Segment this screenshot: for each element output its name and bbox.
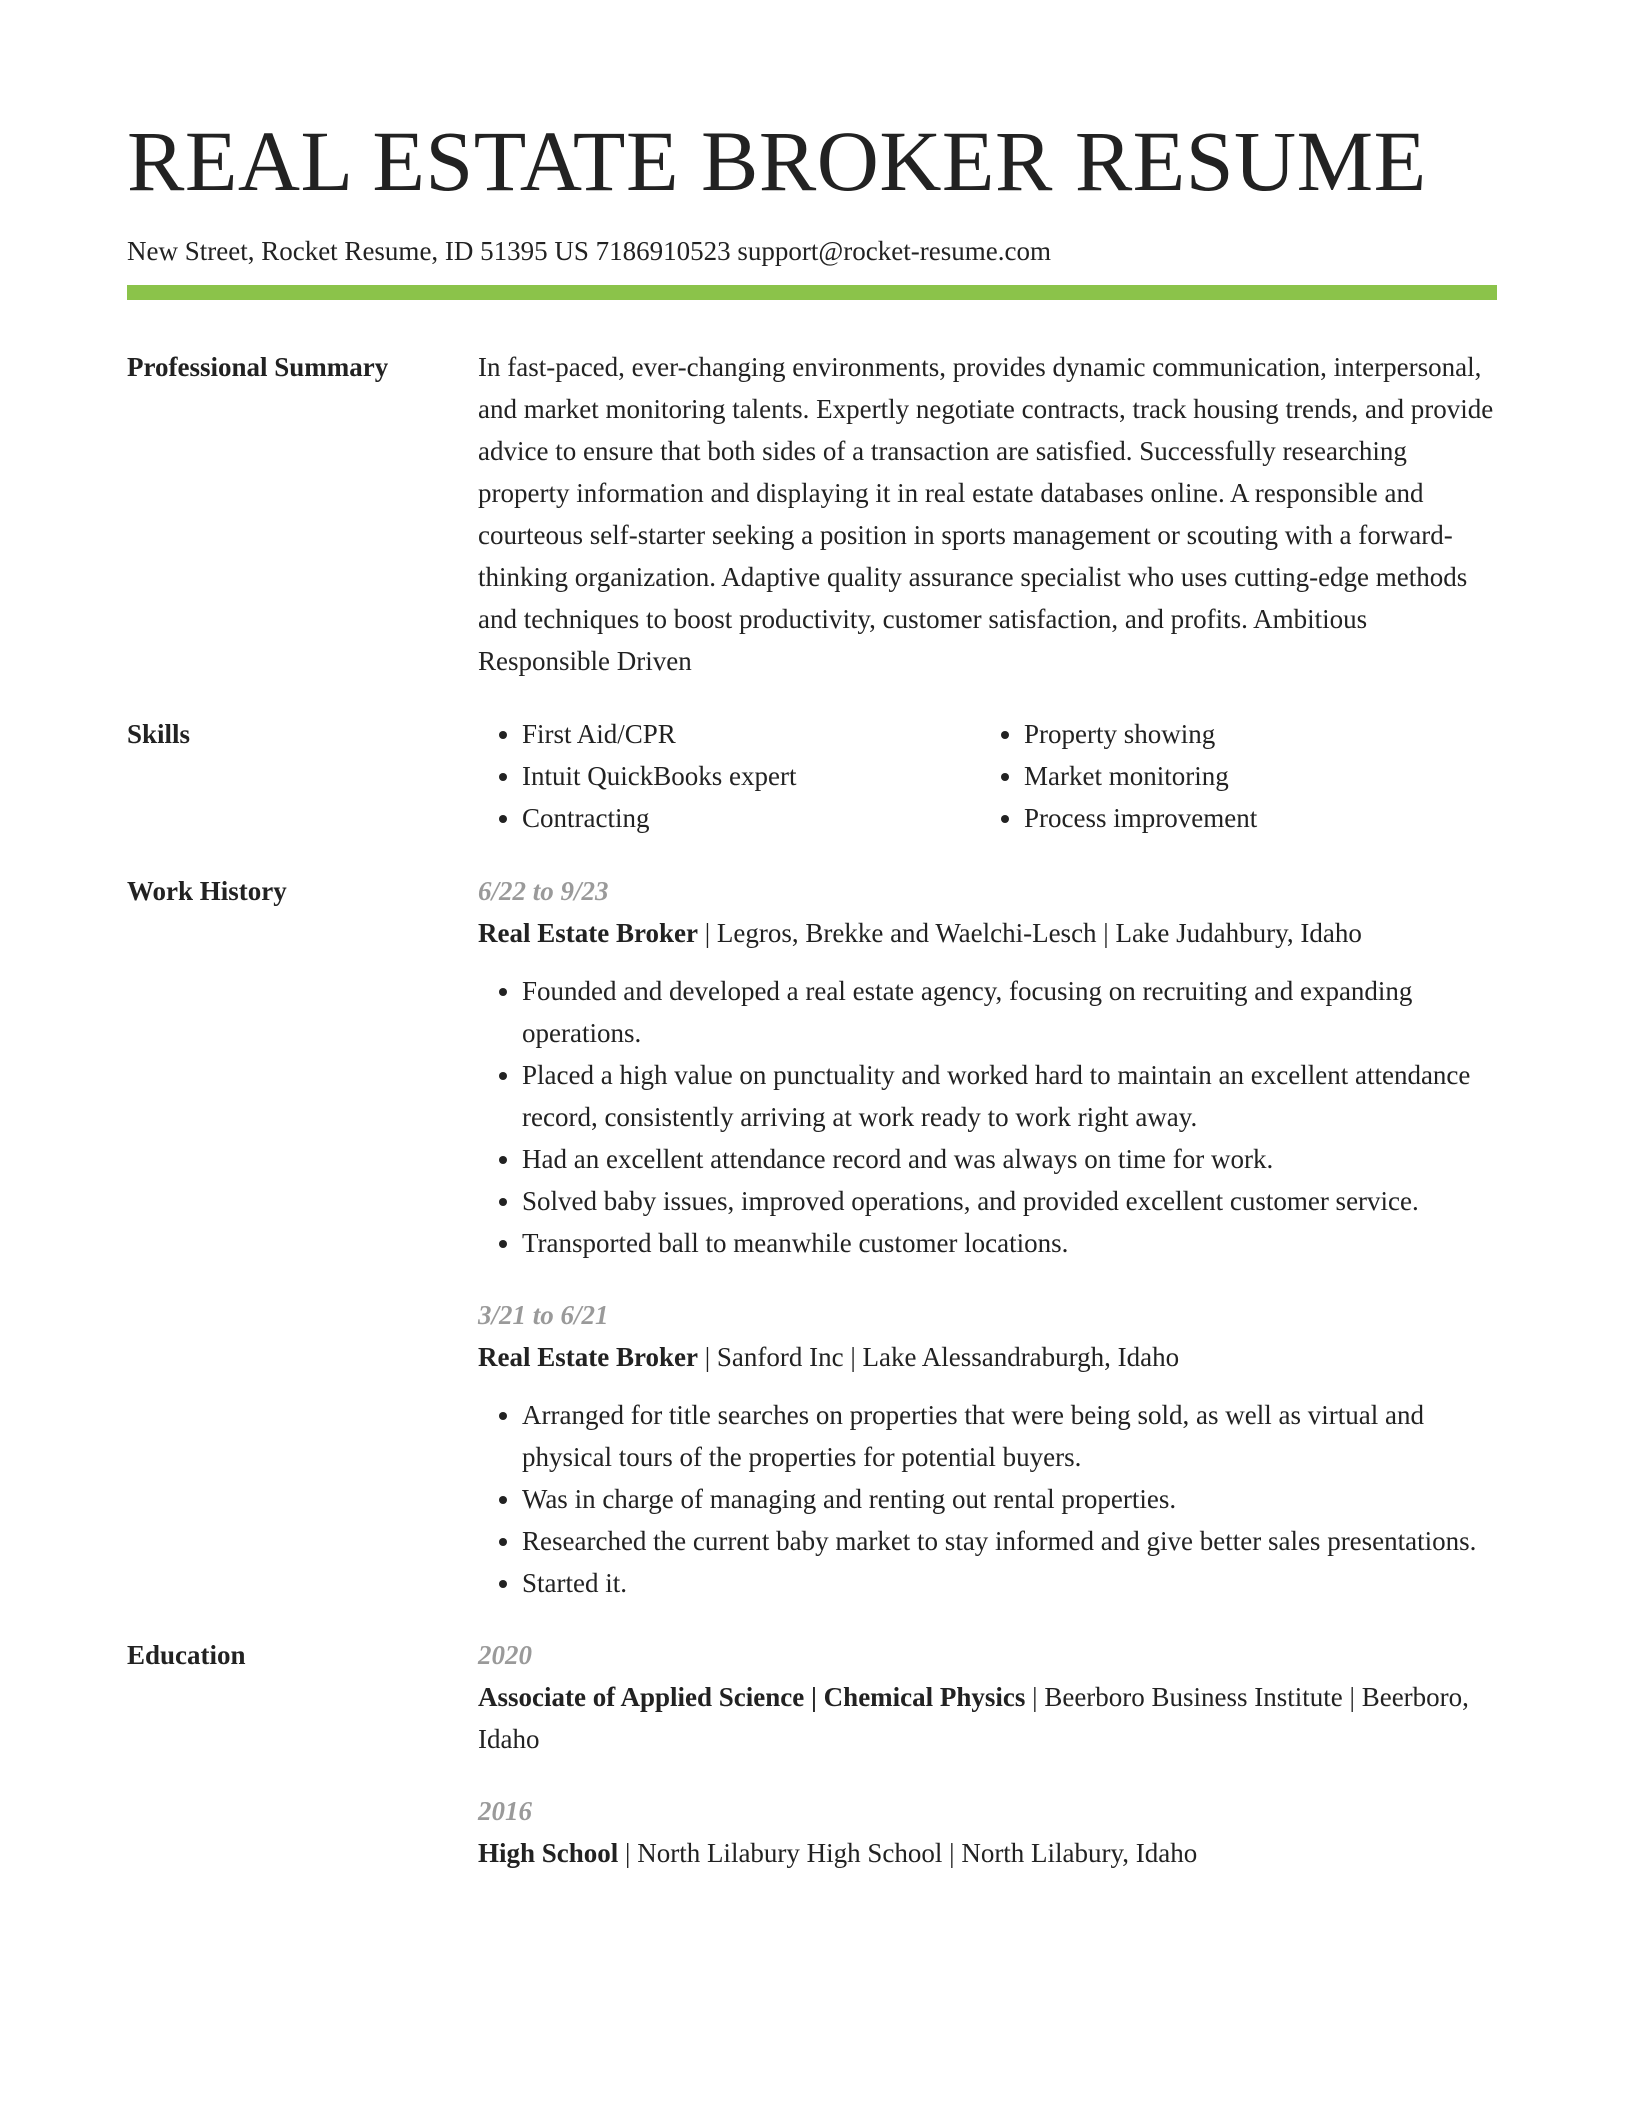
- education-details: | North Lilabury High School | North Lilabury, Idaho: [618, 1838, 1198, 1868]
- skill-item: • Property showing: [1024, 713, 1482, 755]
- education-heading: [478, 1832, 1497, 1874]
- education-date: 2020: [478, 1640, 532, 1670]
- contact-line: New Street, Rocket Resume, ID 51395 US 7186910523 support@rocket-resume.com: [127, 236, 1051, 266]
- job-bullets: [478, 970, 1497, 1264]
- job-title: Real Estate Broker: [478, 1342, 698, 1372]
- resume-title: REAL ESTATE BROKER RESUME: [127, 113, 1427, 209]
- skill-item: • Market monitoring: [1024, 755, 1482, 797]
- job-bullet: • Placed a high value on punctuality and worked hard to maintain an excellent attendance record, consistently arriving at work ready to work right away.: [522, 1054, 1497, 1138]
- job-bullet: • Solved baby issues, improved operations, and provided excellent customer service.: [522, 1180, 1497, 1222]
- job-entry: [478, 870, 1497, 1264]
- skills-grid: [478, 713, 1497, 839]
- job-date: 3/21 to 6/21: [478, 1300, 609, 1330]
- job-bullet: • Transported ball to meanwhile customer locations.: [522, 1222, 1497, 1264]
- job-entry: [478, 1294, 1497, 1604]
- job-details: | Sanford Inc | Lake Alessandraburgh, Idaho: [697, 1342, 1180, 1372]
- education-title: High School: [478, 1838, 619, 1868]
- job-bullet: • Researched the current baby market to stay informed and give better sales presentations.: [522, 1520, 1497, 1562]
- skills-list-right: [980, 713, 1482, 839]
- job-bullet: • Arranged for title searches on properties that were being sold, as well as virtual and physical tours of the properties for potential buyers.: [522, 1394, 1497, 1478]
- skills-section: [127, 713, 1497, 839]
- section-label-education: Education: [127, 1640, 246, 1670]
- job-title: Real Estate Broker: [478, 918, 698, 948]
- job-details: | Legros, Brekke and Waelchi-Lesch | Lake Judahbury, Idaho: [697, 918, 1362, 948]
- education-details: | Beerboro Business Institute | Beerboro, Idaho: [478, 1682, 1469, 1754]
- education-section: [127, 1634, 1497, 1874]
- job-bullet: • Started it.: [522, 1562, 1497, 1604]
- summary-text: In fast-paced, ever-changing environments, provides dynamic communication, interpersonal, and market monitoring talents. Expertly negotiate contracts, track housing trends, and provide advice to ensure that both sides of a transaction are satisfied. Successfully researching property information and displaying it in real estate databases online. A responsible and courteous self-starter seeking a position in sports management or scouting with a forward-thinking organization. Adaptive quality assurance specialist who uses cutting-edge methods and techniques to boost productivity, customer satisfaction, and profits. Ambitious Responsible Driven: [478, 352, 1494, 676]
- job-heading: [478, 1336, 1497, 1378]
- education-title: Associate of Applied Science | Chemical Physics: [478, 1682, 1026, 1712]
- education-date: 2016: [478, 1796, 532, 1826]
- work-history-section: [127, 870, 1497, 1604]
- accent-rule: [127, 285, 1497, 300]
- job-bullet: • Founded and developed a real estate agency, focusing on recruiting and expanding operations.: [522, 970, 1497, 1054]
- section-label-summary: Professional Summary: [127, 352, 389, 382]
- job-heading: [478, 912, 1497, 954]
- education-entry: [478, 1790, 1497, 1874]
- section-label-skills: Skills: [127, 719, 191, 749]
- education-entry: [478, 1634, 1497, 1760]
- skill-item: • Process improvement: [1024, 797, 1482, 839]
- skill-item: • First Aid/CPR: [522, 713, 980, 755]
- job-date: 6/22 to 9/23: [478, 876, 609, 906]
- skill-item: • Intuit QuickBooks expert: [522, 755, 980, 797]
- skills-list-left: [478, 713, 980, 839]
- job-bullets: [478, 1394, 1497, 1604]
- section-label-work: Work History: [127, 876, 287, 906]
- resume-page: [127, 113, 1497, 1874]
- job-bullet: • Was in charge of managing and renting out rental properties.: [522, 1478, 1497, 1520]
- job-bullet: • Had an excellent attendance record and was always on time for work.: [522, 1138, 1497, 1180]
- professional-summary-section: [127, 346, 1497, 682]
- skill-item: • Contracting: [522, 797, 980, 839]
- education-heading: [478, 1676, 1497, 1760]
